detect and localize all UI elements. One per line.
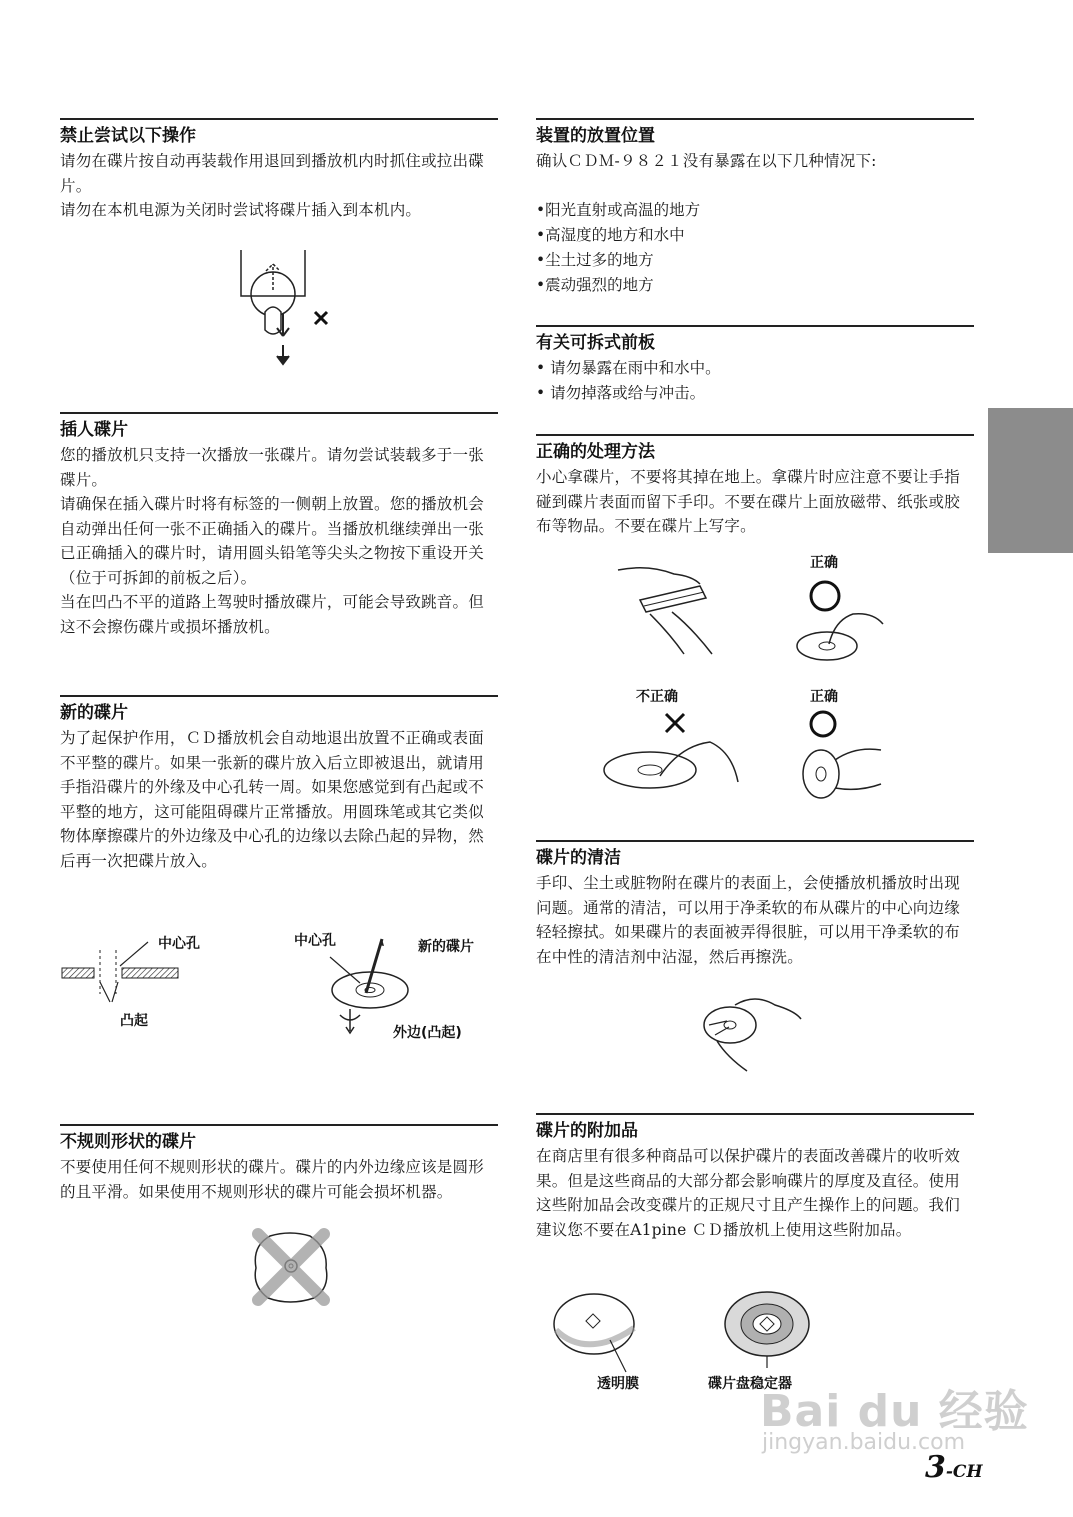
paragraph: 在商店里有很多种商品可以保护碟片的表面改善碟片的收听效果。但是这些商品的大部分都会影响碟片的厚度及直径。使用这些附加品会改变碟片的正规尺寸且产生操作上的问题。我们建议您不要在A1pine ＣＤ播放机上使用这些附加品。 <box>536 1147 960 1239</box>
correct-edge-hold-illustration <box>795 710 885 800</box>
page-number-suffix: -CH <box>945 1462 983 1482</box>
list-item: •高湿度的地方和水中 <box>536 225 685 244</box>
section-heading: 装置的放置位置 <box>536 126 655 146</box>
disc-cleaning-illustration <box>695 995 805 1075</box>
disc-pull-warning-illustration <box>235 250 345 372</box>
section-irregular-discs <box>60 1124 498 1204</box>
circle-ok-icon <box>811 712 835 736</box>
section-new-discs <box>60 695 498 873</box>
paragraph: 为了起保护作用，ＣＤ播放机会自动地退出放置不正确或表面不平整的碟片。如果一张新的碟片放入后立即被退出，就请用手指沿碟片的外缘及中心孔转一周。如果您感觉到有凸起或不平整的地方，这可能阻碍碟片正常播放。用圆珠笔或其它类似物体摩擦碟片的外边缘及中心孔的边缘以去除凸起的异物，然后再一次把碟片放入。 <box>60 729 484 870</box>
circle-ok-icon <box>811 582 839 610</box>
paragraph: 请勿在本机电源为关闭时尝试将碟片插入到本机内。 <box>60 201 422 219</box>
section-correct-handling <box>536 434 974 539</box>
paragraph: 请勿在碟片按自动再装载作用退回到播放机内时抓住或拉出碟片。 <box>60 152 484 195</box>
chapter-tab <box>988 408 1073 553</box>
disc-stabilizer-illustration <box>722 1288 812 1368</box>
section-inserting-disc <box>60 412 498 639</box>
condition-list <box>536 198 974 298</box>
cross-icon <box>666 714 684 732</box>
cross-icon <box>315 312 327 324</box>
section-heading: 插人碟片 <box>60 420 128 440</box>
paragraph: 手印、尘土或脏物附在碟片的表面上，会使播放机播放时出现问题。通常的清洁，可以用于净柔软的布从碟片的中心向边缘轻轻擦拭。如果碟片的表面被弄得很脏，可以用干净柔软的布在中性的清洁剂中沾湿，然后再擦洗。 <box>536 874 960 966</box>
section-detachable-front-panel <box>536 325 974 406</box>
hand-holding-disc-case-illustration <box>610 560 720 660</box>
transparent-film-illustration <box>548 1288 643 1373</box>
list-item: •尘土过多的地方 <box>536 250 654 269</box>
section-heading: 新的碟片 <box>60 703 128 723</box>
paragraph: 您的播放机只支持一次播放一张碟片。请勿尝试装载多于一张碟片。 <box>60 446 484 489</box>
section-heading: 不规则形状的碟片 <box>60 1132 196 1152</box>
page-number <box>925 1450 983 1485</box>
section-heading: 有关可拆式前板 <box>536 333 655 353</box>
panel-warning-list <box>536 356 974 406</box>
label-new-disc: 新的碟片 <box>418 939 474 955</box>
label-outer-edge: 外边(凸起) <box>393 1025 462 1041</box>
label-center-hole: 中心孔 <box>158 936 200 952</box>
correct-hold-illustration <box>795 578 885 668</box>
watermark-logo: Bai du 经验 <box>760 1386 1029 1437</box>
paragraph: 当在凹凸不平的道路上驾驶时播放碟片，可能会导致跳音。但这不会擦伤碟片或损坏播放机。 <box>60 593 484 636</box>
paragraph: 确认ＣＤＭ-９８２１没有暴露在以下几种情况下: <box>536 152 877 170</box>
list-item: • 请勿掉落或给与冲击。 <box>536 384 706 402</box>
section-heading: 禁止尝试以下操作 <box>60 126 196 146</box>
irregular-disc-illustration <box>250 1228 332 1306</box>
section-disc-accessories <box>536 1113 974 1242</box>
paragraph: 不要使用任何不规则形状的碟片。碟片的内外边缘应该是圆形的且平滑。如果使用不规则形状的碟片可能会损坏机器。 <box>60 1158 484 1201</box>
label-correct: 正确 <box>810 689 838 705</box>
section-heading: 碟片的清洁 <box>536 848 621 868</box>
paragraph: 小心拿碟片，不要将其掉在地上。拿碟片时应注意不要让手指碰到碟片表面而留下手印。不要在碟片上面放磁带、纸张或胶布等物品。不要在碟片上写字。 <box>536 468 960 535</box>
section-prohibited-operations <box>60 118 498 223</box>
label-correct: 正确 <box>810 555 838 571</box>
section-installation-location <box>536 118 974 298</box>
label-disc-stabilizer: 碟片盘稳定器 <box>708 1376 792 1392</box>
list-item: • 请勿暴露在雨中和水中。 <box>536 359 721 377</box>
section-disc-cleaning <box>536 840 974 969</box>
list-item: •阳光直射或高温的地方 <box>536 200 701 219</box>
watermark-url: jingyan.baidu.com <box>762 1430 966 1455</box>
label-bump: 凸起 <box>120 1013 148 1029</box>
section-heading: 正确的处理方法 <box>536 442 655 462</box>
incorrect-hold-illustration <box>600 710 740 795</box>
label-transparent-film: 透明膜 <box>597 1376 639 1392</box>
label-center-hole: 中心孔 <box>294 933 336 949</box>
label-incorrect: 不正确 <box>636 689 678 705</box>
paragraph: 请确保在插入碟片时将有标签的一侧朝上放置。您的播放机会自动弹出任何一张不正确插入的碟片。当播放机继续弹出一张已正确插入的碟片时，请用圆头铅笔等尖头之物按下重设开关（位于可拆卸的前板之后）。 <box>60 495 484 587</box>
section-heading: 碟片的附加品 <box>536 1121 638 1141</box>
disc-rub-illustration <box>320 935 430 1035</box>
list-item: •震动强烈的地方 <box>536 275 654 294</box>
page-number-value: 3 <box>925 1450 946 1485</box>
